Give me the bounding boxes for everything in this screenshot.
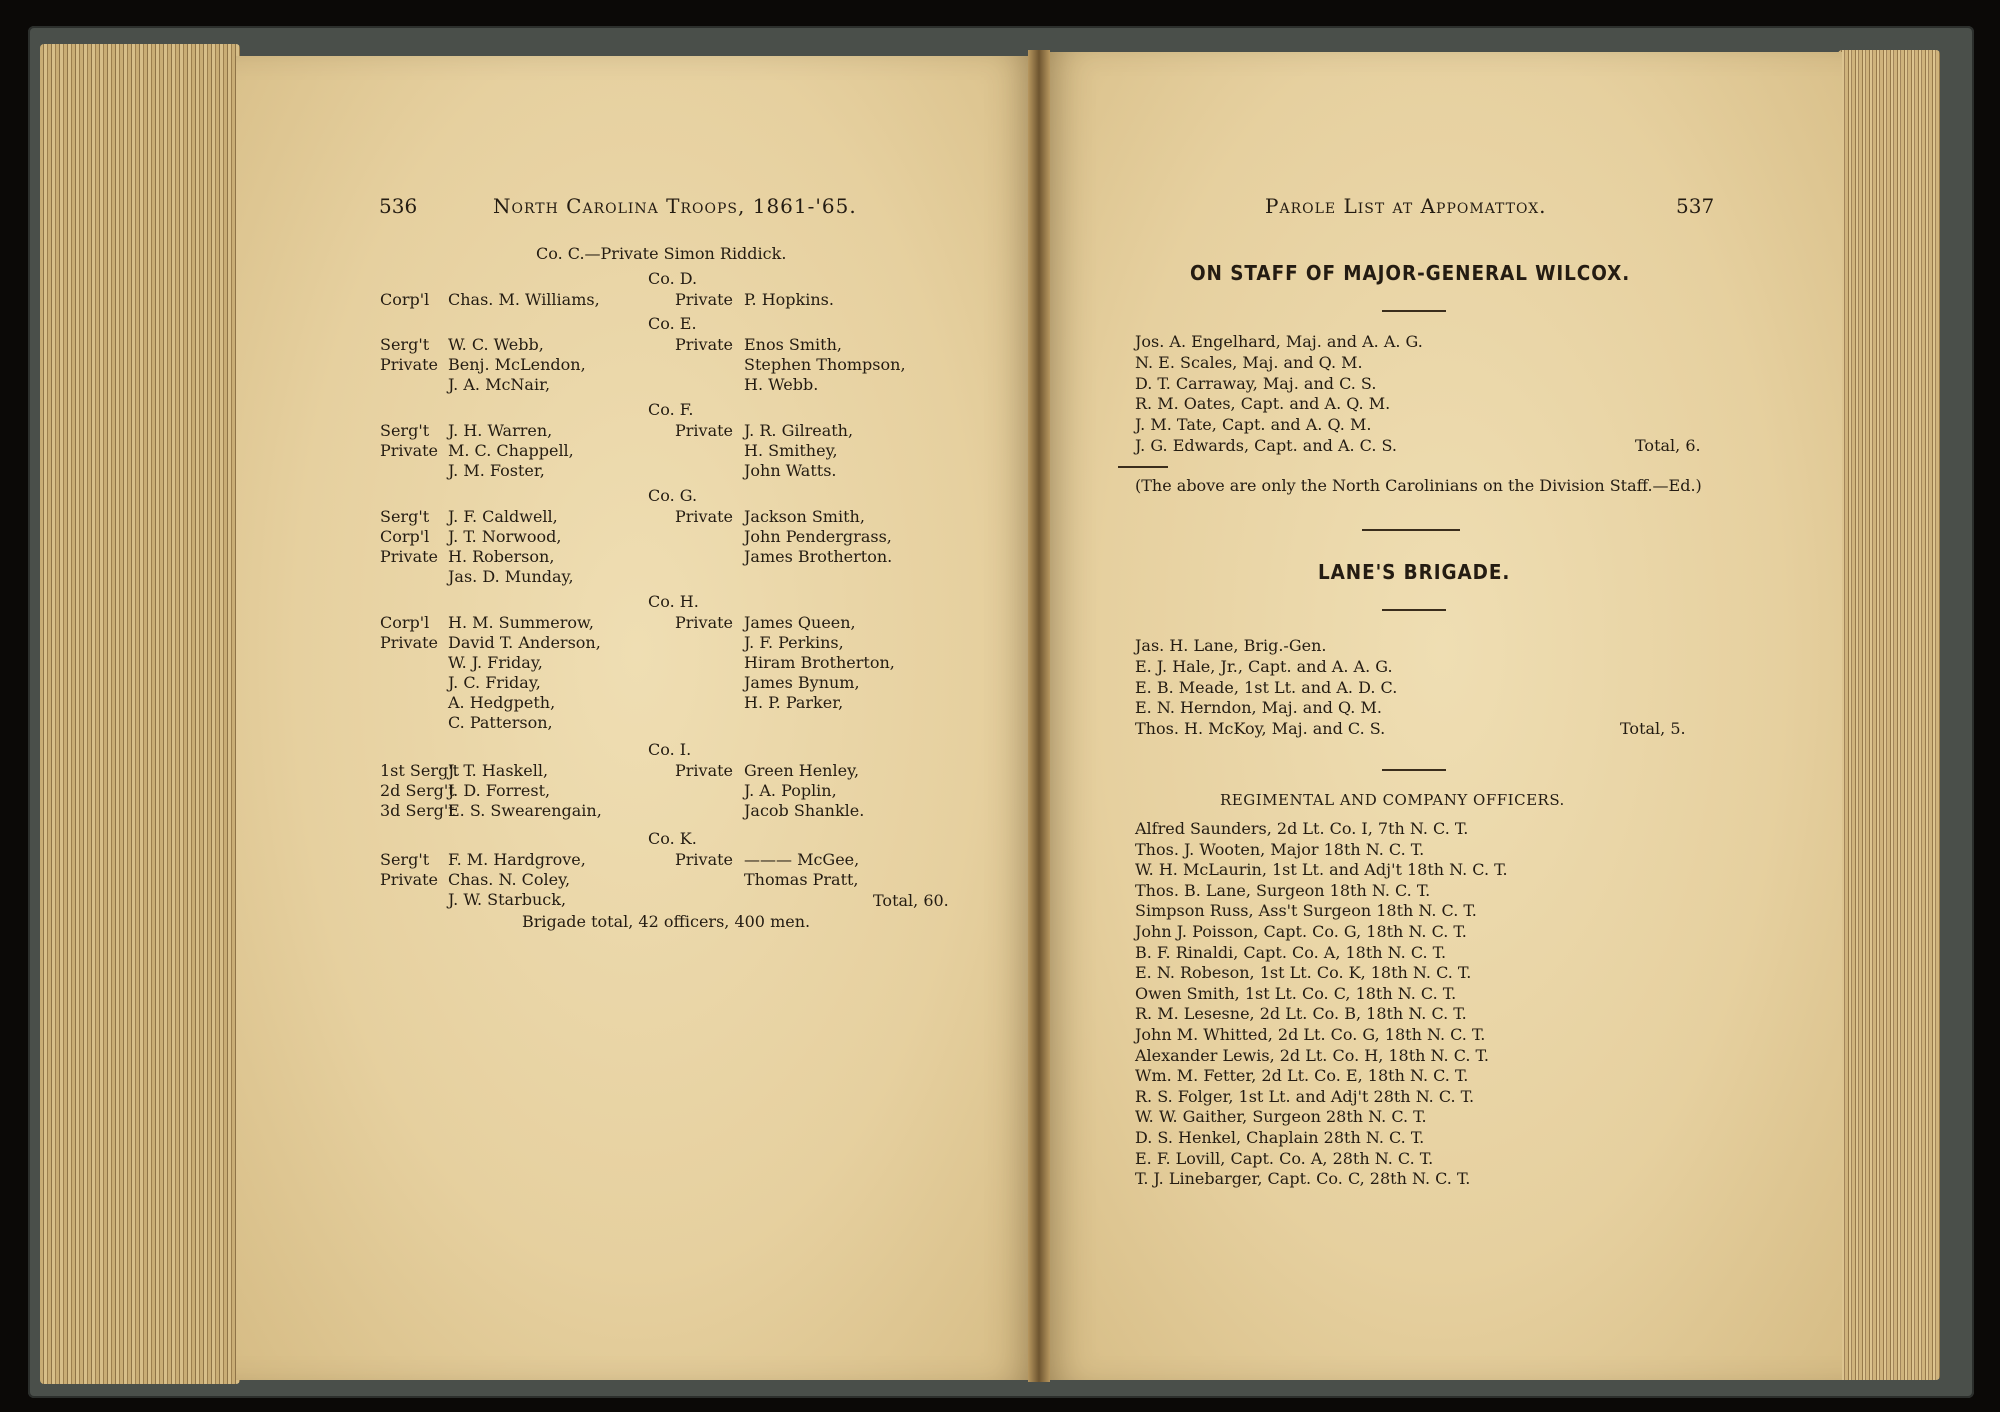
roster-rank: Private (380, 547, 439, 566)
co-c-line: Co. C.—Private Simon Riddick. (536, 244, 787, 263)
divider (1382, 310, 1446, 312)
book-gutter (1028, 50, 1050, 1382)
roster-rank: Serg't (380, 335, 430, 354)
company-label: Co. G. (648, 486, 698, 505)
roster-name: M. C. Chappell, (448, 441, 574, 460)
roster-name: ——— McGee, (744, 850, 860, 869)
company-label: Co. D. (648, 269, 698, 288)
staff-entry: J. G. Edwards, Capt. and A. C. S. (1135, 436, 1397, 455)
roster-name: John Pendergrass, (744, 527, 892, 546)
lane-heading: LANE'S BRIGADE. (1318, 560, 1511, 584)
roster-name: J. W. Starbuck, (448, 890, 567, 909)
company-label: Co. I. (648, 740, 692, 759)
roster-rank: Private (675, 421, 734, 440)
roster-name: Jacob Shankle. (744, 801, 865, 820)
roster-rank: 3d Serg't (380, 801, 455, 820)
roster-name: H. Roberson, (448, 547, 555, 566)
roster-name: J. A. McNair, (448, 375, 551, 394)
roster-rank: Private (675, 613, 734, 632)
company-label: Co. H. (648, 592, 699, 611)
roster-name: J. F. Caldwell, (448, 507, 558, 526)
roster-name: J. A. Poplin, (744, 781, 837, 800)
roster-rank: Serg't (380, 421, 430, 440)
company-label: Co. E. (648, 314, 697, 333)
roster-rank: Serg't (380, 507, 430, 526)
roster-rank: Private (675, 507, 734, 526)
officer-entry: Alexander Lewis, 2d Lt. Co. H, 18th N. C. T. (1135, 1045, 1489, 1065)
roster-rank: Private (675, 850, 734, 869)
roster-rank: Corp'l (380, 527, 430, 546)
officer-entry: R. M. Lesesne, 2d Lt. Co. B, 18th N. C. T. (1135, 1004, 1467, 1024)
running-head-left: North Carolina Troops, 1861-'65. (493, 194, 857, 218)
footnote-rule (1118, 466, 1168, 468)
roster-rank: 2d Serg't (380, 781, 455, 800)
roster-rank: Serg't (380, 850, 430, 869)
officer-entry: John M. Whitted, 2d Lt. Co. G, 18th N. C. T. (1135, 1025, 1486, 1044)
staff-entry: Jos. A. Engelhard, Maj. and A. A. G. (1135, 332, 1423, 351)
company-label: Co. F. (648, 400, 694, 419)
roster-rank: Corp'l (380, 613, 430, 632)
officer-entry: E. F. Lovill, Capt. Co. A, 28th N. C. T. (1135, 1148, 1434, 1168)
staff-note: (The above are only the North Carolinians on the Division Staff.—Ed.) (1135, 476, 1702, 495)
staff-entry: D. T. Carraway, Maj. and C. S. (1135, 373, 1377, 393)
officer-entry: E. N. Robeson, 1st Lt. Co. K, 18th N. C. T. (1135, 963, 1472, 983)
staff-heading: ON STAFF OF MAJOR-GENERAL WILCOX. (1190, 261, 1631, 285)
roster-name: Chas. N. Coley, (448, 870, 571, 889)
section-divider (1362, 529, 1460, 531)
running-head-right: Parole List at Appomattox. (1265, 194, 1547, 218)
company-total: Total, 60. (873, 891, 949, 910)
page-edges-left (40, 44, 240, 1384)
lane-entry: E. J. Hale, Jr., Capt. and A. A. G. (1135, 656, 1393, 676)
roster-name: H. Smithey, (744, 441, 838, 460)
lane-entry: E. N. Herndon, Maj. and Q. M. (1135, 698, 1382, 718)
roster-name: J. H. Warren, (448, 421, 553, 440)
roster-name: H. M. Summerow, (448, 613, 594, 632)
officer-entry: W. W. Gaither, Surgeon 28th N. C. T. (1135, 1107, 1427, 1127)
regimental-heading: REGIMENTAL AND COMPANY OFFICERS. (1220, 791, 1565, 809)
roster-name: W. J. Friday, (448, 653, 543, 672)
roster-name: John Watts. (744, 461, 837, 480)
roster-name: Thomas Pratt, (744, 870, 859, 889)
roster-rank: 1st Serg't (380, 761, 460, 780)
roster-name: H. P. Parker, (744, 693, 844, 712)
roster-name: P. Hopkins. (744, 290, 834, 309)
officer-entry: Wm. M. Fetter, 2d Lt. Co. E, 18th N. C. T. (1135, 1066, 1469, 1086)
brigade-total: Brigade total, 42 officers, 400 men. (522, 912, 811, 931)
roster-name: Jas. D. Munday, (448, 567, 574, 586)
staff-entry: J. M. Tate, Capt. and A. Q. M. (1135, 415, 1372, 435)
officer-entry: W. H. McLaurin, 1st Lt. and Adj't 18th N. C. T. (1135, 860, 1508, 880)
roster-name: E. S. Swearengain, (448, 801, 602, 820)
roster-name: J. M. Foster, (448, 461, 545, 480)
roster-rank: Private (380, 441, 439, 460)
roster-name: James Bynum, (744, 673, 860, 692)
roster-name: Hiram Brotherton, (744, 653, 895, 672)
roster-rank: Private (675, 761, 734, 780)
lane-entry: Jas. H. Lane, Brig.-Gen. (1135, 636, 1327, 655)
roster-name: Stephen Thompson, (744, 355, 906, 374)
roster-name: J. T. Norwood, (448, 527, 562, 546)
officer-entry: Thos. J. Wooten, Major 18th N. C. T. (1135, 839, 1425, 859)
roster-name: H. Webb. (744, 375, 819, 394)
company-label: Co. K. (648, 829, 697, 848)
roster-rank: Private (675, 335, 734, 354)
roster-rank: Private (380, 355, 439, 374)
officer-entry: Thos. B. Lane, Surgeon 18th N. C. T. (1135, 880, 1431, 900)
lane-entry: E. B. Meade, 1st Lt. and A. D. C. (1135, 677, 1398, 697)
roster-rank: Private (675, 290, 734, 309)
roster-name: C. Patterson, (448, 713, 553, 732)
roster-rank: Private (380, 633, 439, 652)
roster-name: A. Hedgpeth, (448, 693, 556, 712)
page-number-left: 536 (379, 194, 418, 218)
roster-name: Chas. M. Williams, (448, 290, 600, 309)
roster-name: F. M. Hardgrove, (448, 850, 586, 869)
officer-entry: Owen Smith, 1st Lt. Co. C, 18th N. C. T. (1135, 983, 1457, 1003)
staff-entry: R. M. Oates, Capt. and A. Q. M. (1135, 394, 1391, 414)
officer-entry: B. F. Rinaldi, Capt. Co. A, 18th N. C. T. (1135, 942, 1447, 962)
roster-name: James Queen, (744, 613, 856, 632)
officer-entry: D. S. Henkel, Chaplain 28th N. C. T. (1135, 1128, 1425, 1147)
roster-name: J. C. Friday, (448, 673, 541, 692)
page-number-right: 537 (1676, 194, 1715, 218)
roster-rank: Corp'l (380, 290, 430, 309)
divider (1382, 609, 1446, 611)
staff-entry: N. E. Scales, Maj. and Q. M. (1135, 352, 1363, 372)
officer-entry: Simpson Russ, Ass't Surgeon 18th N. C. T. (1135, 901, 1477, 921)
roster-name: J. T. Haskell, (448, 761, 549, 780)
officer-entry: T. J. Linebarger, Capt. Co. C, 28th N. C. T. (1135, 1169, 1471, 1189)
roster-name: James Brotherton. (744, 547, 893, 566)
lane-total: Total, 5. (1620, 719, 1686, 738)
roster-name: J. F. Perkins, (744, 633, 844, 652)
roster-rank: Private (380, 870, 439, 889)
roster-name: W. C. Webb, (448, 335, 544, 354)
roster-name: Green Henley, (744, 761, 860, 780)
roster-name: Benj. McLendon, (448, 355, 586, 374)
officer-entry: John J. Poisson, Capt. Co. G, 18th N. C. T. (1135, 922, 1467, 941)
officer-entry: Alfred Saunders, 2d Lt. Co. I, 7th N. C. T. (1135, 819, 1469, 838)
staff-total: Total, 6. (1635, 436, 1701, 455)
roster-name: J. D. Forrest, (448, 781, 551, 800)
lane-entry: Thos. H. McKoy, Maj. and C. S. (1135, 719, 1386, 739)
page-edges-right (1838, 50, 1940, 1380)
roster-name: David T. Anderson, (448, 633, 601, 652)
officer-entry: R. S. Folger, 1st Lt. and Adj't 28th N. C. T. (1135, 1086, 1475, 1106)
roster-name: J. R. Gilreath, (744, 421, 854, 440)
roster-name: Jackson Smith, (744, 507, 865, 526)
divider (1382, 769, 1446, 771)
roster-name: Enos Smith, (744, 335, 842, 354)
